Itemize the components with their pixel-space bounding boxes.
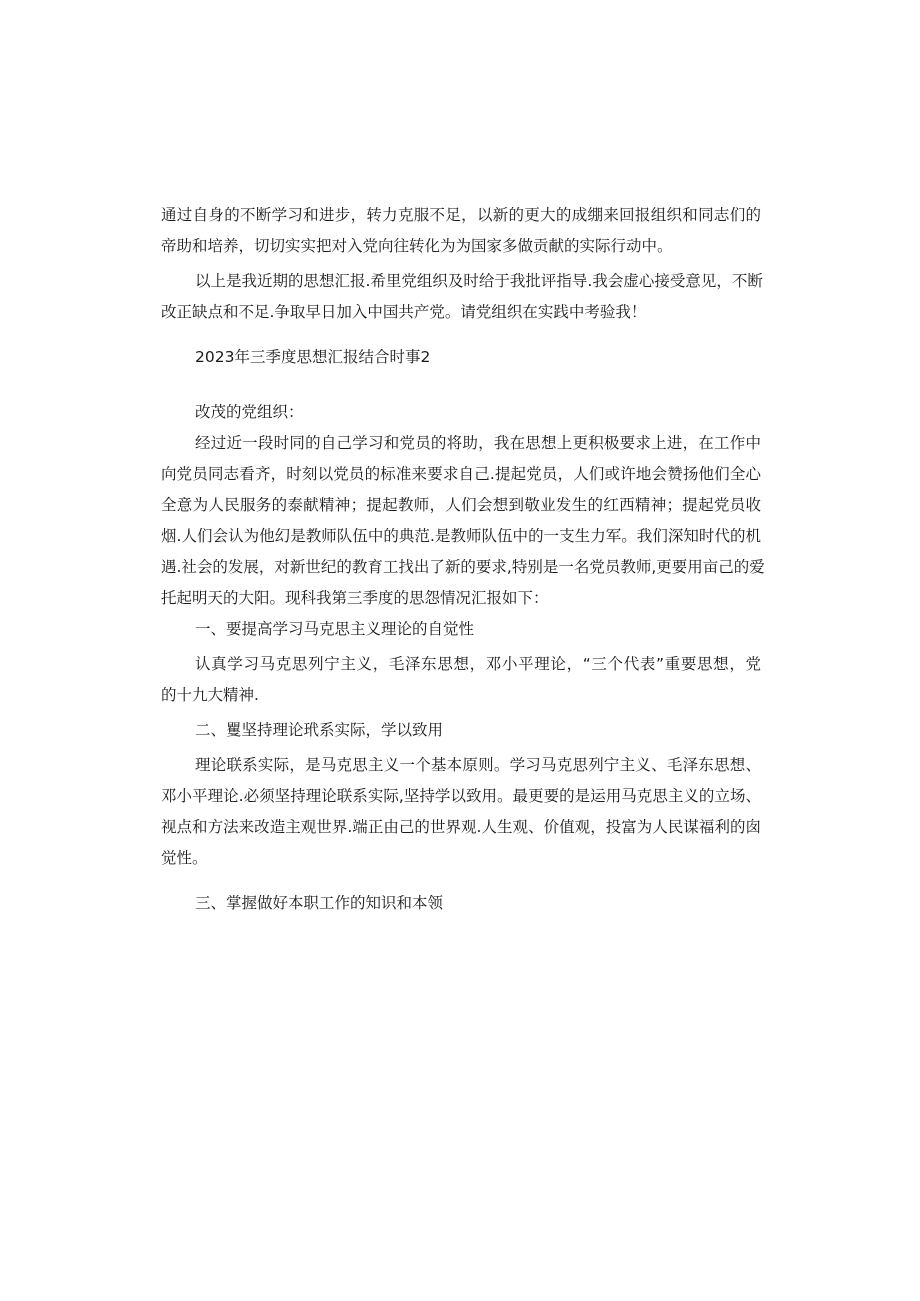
text-line: 帝助和培养，切切实实把对入党向往转化为为国家多做贡献的实际行动中。 — [161, 237, 673, 255]
text-line: 的十九大精神. — [161, 686, 259, 704]
text-line: 视点和方法来改造主观世界.端正由己的世界观.人生观、价值观，投富为人民谋福利的囱 — [161, 818, 761, 836]
paragraph-1 — [161, 200, 761, 262]
section-title: 二、矍坚持理论玳系实际，学以致用 — [195, 721, 444, 739]
paragraph-2 — [161, 266, 761, 328]
text-line: 理论联系实际，是马克思主义一个基本原则。学习马克思列宁主义、毛泽东思想、 — [195, 756, 761, 774]
section-2-body — [161, 750, 761, 874]
text-line: 托起明天的大阳。现科我第三季度的思怨情况汇报如下： — [161, 589, 549, 607]
text-line: 通过自身的不断学习和进步，转力克服不足，以新的更大的成绷来回报组织和同志们的 — [161, 206, 761, 224]
text-line: 遇.社会的发展，对新世纪的教育工找出了新的要求,特别是一名党员教师,更要用亩己的爱 — [161, 558, 765, 576]
section-title: 一、要提高学习马克思主义理论的自觉性 — [195, 620, 475, 638]
text-line: 认真学习马克思列宁主义，毛泽东思想，邓小平理论，“三个代表”重要思想，党 — [195, 655, 761, 673]
section-3-title — [161, 888, 761, 919]
section-title: 三、掌握做好本职工作的知识和本领 — [195, 894, 444, 912]
text-line: 全意为人民服务的泰献精神；提起教师，人们会想到敬业发生的红西精神；提起党员收 — [161, 496, 761, 514]
document-body — [161, 200, 765, 919]
section-1-body — [161, 649, 761, 711]
text-line: 经过近一段时同的自己学习和党员的将助，我在思想上更积极要求上进，在工作中 — [195, 434, 761, 452]
heading-title: 2023年三季度思想汇报结合时事2 — [195, 348, 431, 366]
text-line: 邓小平理论.必须坚持理论联系实际,坚持学以致用。最更要的是运用马克思主义的立场、 — [161, 787, 761, 805]
text-line: 改正缺点和不足.争取早日加入中国共产党。请党组织在实践中考验我！ — [161, 303, 647, 321]
section-2-title — [161, 715, 761, 746]
text-line: 烟.人们会认为他幻是教师队伍中的典范.是教师队伍中的一支生力军。我们深知时代的机 — [161, 527, 761, 545]
salutation-text: 改茂的党组织： — [195, 403, 304, 421]
text-line: 以上是我近期的思想汇报.希里党组织及时给于我批评指导.我会虚心接受意见，不断 — [195, 272, 763, 290]
text-line: 觉性。 — [161, 849, 208, 867]
salutation — [161, 397, 761, 428]
section-heading — [161, 342, 761, 373]
section-1-title — [161, 614, 761, 645]
paragraph-3 — [161, 428, 765, 614]
text-line: 向党员同志看齐，时刻以党员的标准来要求自己.提起党员，人们或许地会赞扬他们全心 — [161, 465, 761, 483]
